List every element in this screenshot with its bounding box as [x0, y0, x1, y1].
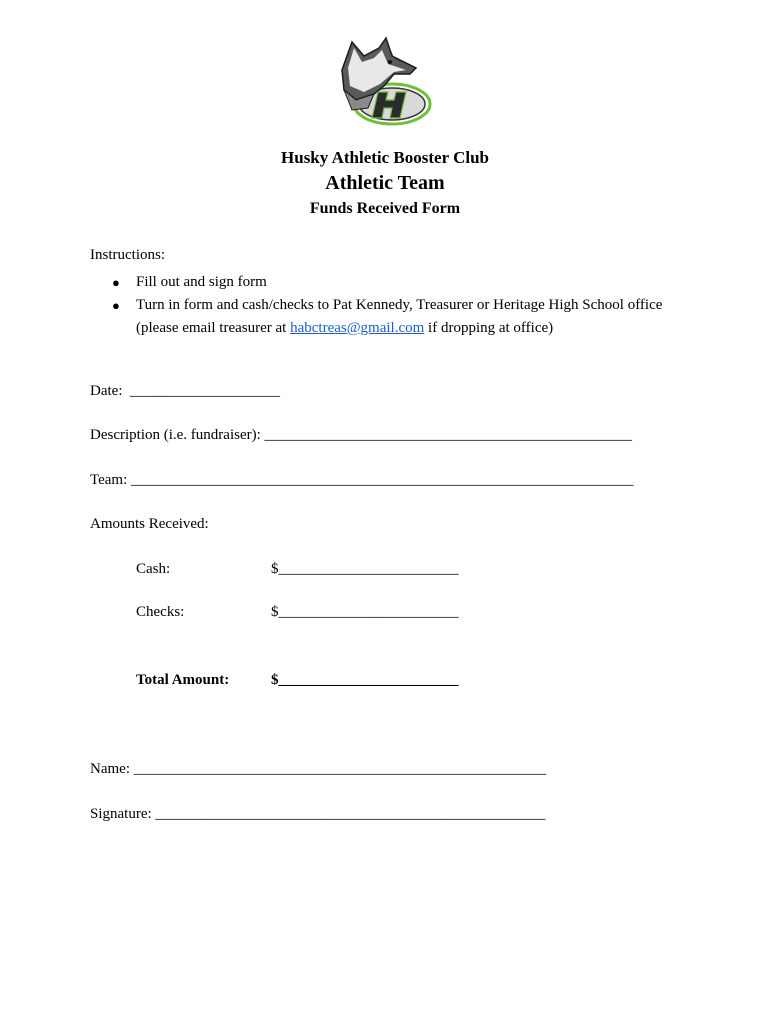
checks-label: Checks: [136, 604, 185, 620]
checks-field[interactable]: $________________________ [271, 604, 459, 620]
instruction-text-end: if dropping at office) [424, 320, 554, 336]
instruction-text: Turn in form and cash/checks to Pat Kennedy, Treasurer or Heritage High School office (please email treasurer at [136, 297, 663, 336]
amounts-title: Amounts Received: [90, 516, 209, 532]
instructions-title: Instructions: [90, 247, 165, 263]
total-label: Total Amount: [136, 672, 230, 688]
instructions-list [90, 271, 690, 340]
instruction-text: Fill out and sign form [136, 274, 267, 290]
bullet-icon: ● [112, 275, 120, 290]
husky-logo-icon [334, 34, 434, 129]
cash-field[interactable]: $________________________ [271, 561, 459, 577]
club-name: Husky Athletic Booster Club [281, 148, 489, 167]
treasurer-email-link[interactable]: habctreas@gmail.com [290, 320, 425, 336]
form-title: Funds Received Form [309, 200, 461, 217]
total-field[interactable]: $________________________ [271, 672, 459, 688]
list-item [90, 271, 690, 294]
team-title: Athletic Team [325, 172, 445, 194]
description-field[interactable]: Description (i.e. fundraiser): _________________________________________________ [90, 427, 633, 443]
signature-field[interactable]: Signature: ____________________________________________________ [90, 806, 546, 822]
date-field[interactable]: Date: ____________________ [90, 383, 280, 399]
name-field[interactable]: Name: _______________________________________________________ [90, 761, 547, 777]
team-field[interactable]: Team: ___________________________________________________________________ [90, 472, 634, 488]
bullet-icon: ● [112, 298, 120, 313]
cash-label: Cash: [136, 561, 171, 577]
list-item [90, 294, 690, 340]
